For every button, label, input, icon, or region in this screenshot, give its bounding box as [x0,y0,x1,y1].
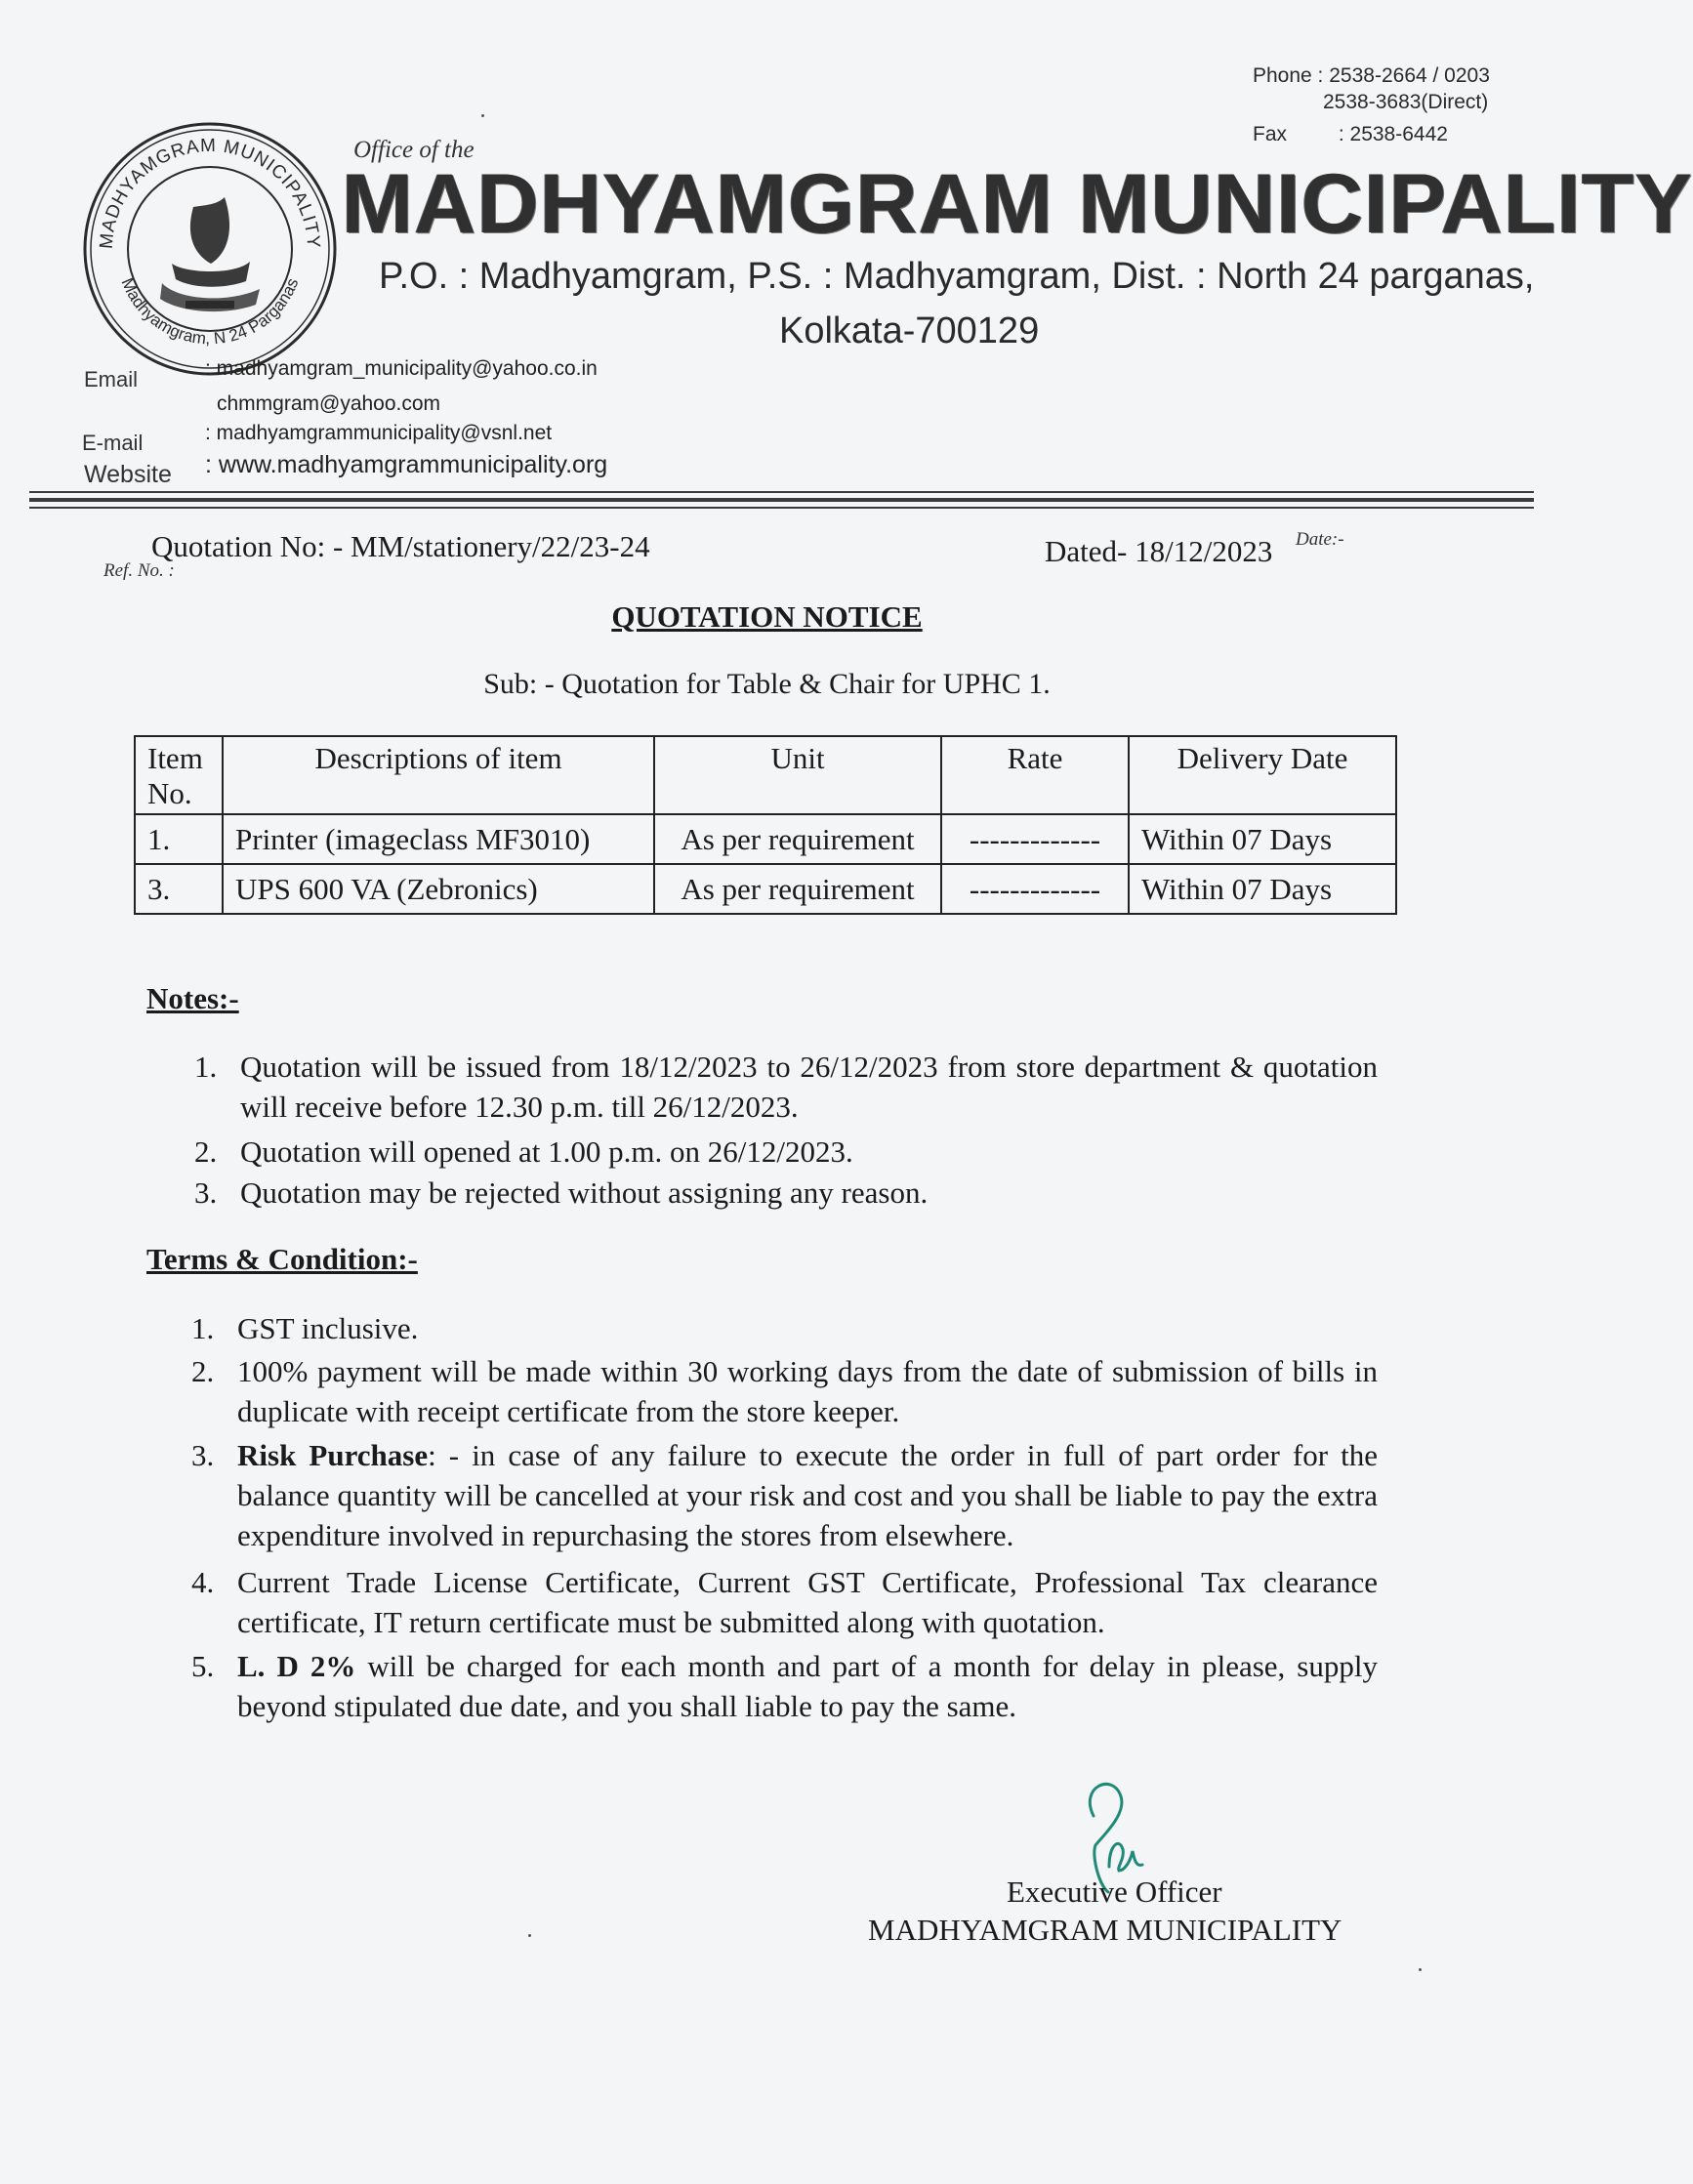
date-label: Date:- [1296,529,1344,550]
quotation-number: Quotation No: - MM/stationery/22/23-24 [151,529,650,563]
header-unit: Unit [654,736,941,814]
term-bold-lead: Risk Purchase [237,1438,429,1472]
scan-speck [1419,1968,1422,1971]
fax-value: : 2538-6442 [1338,123,1448,145]
term-number: 4. [191,1565,215,1599]
email-value-1: : madhyamgram_municipality@yahoo.co.in [205,357,598,380]
cell-unit: As per requirement [654,814,941,864]
header-rate: Rate [941,736,1129,814]
subject-line: Sub: - Quotation for Table & Chair for UPHC 1. [483,668,1051,700]
term-rest: will be charged for each month and part of a month for delay in please, supply beyond stipulated due date, and you shall liable to pay the same. [237,1649,1378,1723]
term-number: 5. [191,1649,215,1683]
cell-delivery: Within 07 Days [1129,864,1396,914]
website-label: Website [84,461,172,488]
note-item [194,1047,1378,1127]
cell-rate: ------------- [941,864,1129,914]
scan-speck [528,1934,531,1937]
email-value-2: chmmgram@yahoo.com [217,392,441,415]
note-number: 3. [194,1175,218,1210]
terms-heading: Terms & Condition:- [146,1242,418,1276]
phone-fax-block [1253,62,1490,147]
term-item [191,1351,1378,1431]
phone-direct-row [1253,89,1490,115]
cell-rate: ------------- [941,814,1129,864]
term-text [237,1435,1378,1555]
term-item [191,1435,1378,1555]
notes-heading: Notes:- [146,981,239,1015]
municipality-seal [78,117,342,381]
dated: Dated- 18/12/2023 [1045,534,1273,568]
term-text: GST inclusive. [237,1311,419,1345]
note-item [194,1173,1378,1213]
email2-value: : madhyamgrammunicipality@vsnl.net [205,422,553,444]
note-text: Quotation may be rejected without assigning any reason. [240,1175,929,1210]
header-rule-top [29,491,1534,493]
term-item [191,1562,1378,1642]
note-item [194,1132,1378,1172]
term-text: 100% payment will be made within 30 working days from the date of submission of bills in duplicate with receipt certificate from the store keeper. [237,1354,1378,1428]
cell-description: UPS 600 VA (Zebronics) [223,864,654,914]
term-rest: : - in case of any failure to execute the order in full of part order for the balance quantity will be cancelled at your risk and cost and you shall be liable to pay the extra expenditure involved in repurchasing the stores from elsewhere. [237,1438,1378,1552]
header-description: Descriptions of item [223,736,654,814]
signatory-organisation: MADHYAMGRAM MUNICIPALITY [868,1913,1342,1947]
header-item-no-line2: No. [147,776,192,810]
table-header-row [135,736,1396,814]
address-line-1: P.O. : Madhyamgram, P.S. : Madhyamgram, Dist. : North 24 parganas, [379,256,1535,297]
cell-unit: As per requirement [654,864,941,914]
cell-delivery: Within 07 Days [1129,814,1396,864]
note-text: Quotation will be issued from 18/12/2023 to 26/12/2023 from store department & quotation will receive before 12.30 p.m. till 26/12/2023. [240,1050,1378,1124]
phone-direct-value: 2538-3683(Direct) [1323,91,1489,113]
quotation-table [134,735,1397,915]
signatory-designation: Executive Officer [1007,1875,1222,1909]
table-row [135,864,1396,914]
cell-description: Printer (imageclass MF3010) [223,814,654,864]
website-value: : www.madhyamgrammunicipality.org [205,451,608,478]
address-line-2: Kolkata-700129 [779,310,1040,351]
term-number: 2. [191,1354,215,1388]
cell-item-no: 1. [135,814,223,864]
seal-top-text: MADHYAMGRAM MUNICIPALITY [96,135,324,250]
notice-title: QUOTATION NOTICE [611,599,923,634]
term-text: Current Trade License Certificate, Current GST Certificate, Professional Tax clearance certificate, IT return certificate must be submitted along with quotation. [237,1565,1378,1639]
header-rule-bottom [29,507,1534,509]
email2-label: E-mail [82,431,144,455]
header-rule-middle [29,498,1534,502]
email-label: Email [84,367,139,391]
note-text: Quotation will opened at 1.00 p.m. on 26/12/2023. [240,1134,853,1169]
header-delivery-date: Delivery Date [1129,736,1396,814]
term-text [237,1646,1378,1726]
fax-label: Fax [1253,123,1288,145]
term-number: 3. [191,1438,215,1472]
phone-value: 2538-2664 / 0203 [1329,64,1490,87]
note-number: 2. [194,1134,218,1169]
municipality-name: MADHYAMGRAM MUNICIPALITY [342,157,1693,251]
cell-item-no: 3. [135,864,223,914]
ref-no-label: Ref. No. : [103,560,175,581]
header-item-no [135,736,223,814]
seal-bottom-text: Madhyamgram, N 24 Parganas [117,274,303,349]
fax-row [1253,121,1490,147]
office-of-label: Office of the [353,137,475,163]
term-item [191,1308,1378,1348]
term-item [191,1646,1378,1726]
term-bold-lead: L. D 2% [237,1649,356,1683]
table-row [135,814,1396,864]
phone-label: Phone : [1253,64,1324,87]
scan-speck [481,114,484,117]
term-number: 1. [191,1311,215,1345]
header-item-no-line1: Item [147,741,203,775]
phone-row [1253,62,1490,89]
note-number: 1. [194,1050,218,1084]
